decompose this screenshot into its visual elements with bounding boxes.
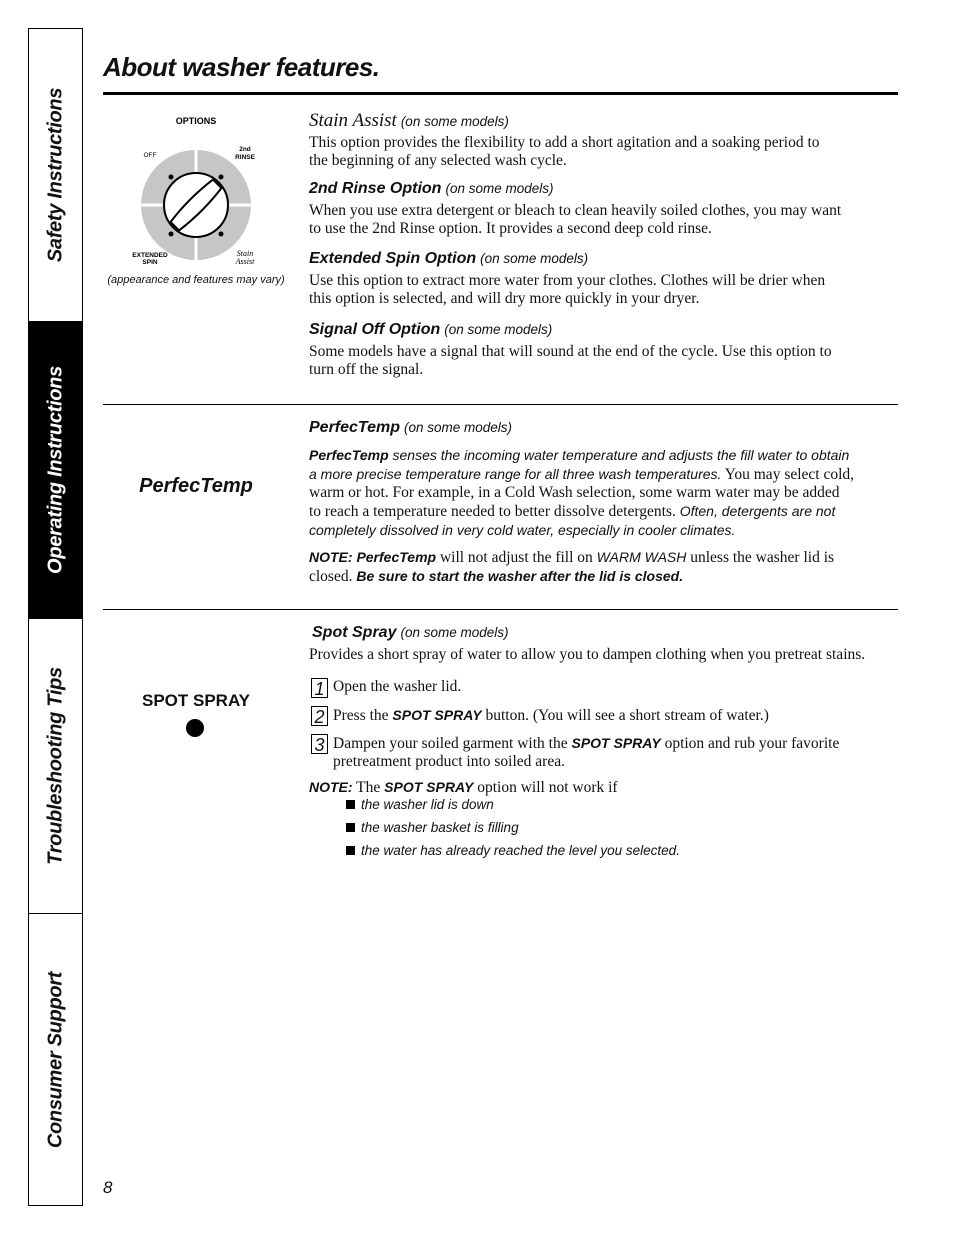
list-item — [346, 820, 519, 835]
extended-spin-line1: Use this option to extract more water from your clothes. Clothes will be drier when — [309, 272, 826, 289]
perfectemp-p1-line1: senses the incoming water temperature and adjusts the fill water to obtain — [392, 447, 850, 463]
bullet-text: the water has already reached the level you selected. — [361, 843, 680, 858]
step-text-bold: SPOT SPRAY — [571, 735, 661, 751]
bullet-text: the washer lid is down — [361, 797, 494, 812]
bullet-square-icon — [346, 800, 355, 809]
extended-spin-heading: Extended Spin Option — [309, 250, 477, 267]
spot-spray-note: (on some models) — [400, 625, 509, 640]
perfectemp-note: (on some models) — [404, 420, 513, 435]
perfectemp-note-text2: unless the washer lid is — [690, 549, 835, 566]
stain-assist-line1: This option provides the flexibility to add a short agitation and a soaking period to — [309, 134, 820, 151]
signal-off-line1: Some models have a signal that will sound at the end of the cycle. Use this option to — [309, 343, 832, 360]
step-text-bold: SPOT SPRAY — [392, 707, 482, 723]
spot-spray-heading: Spot Spray — [312, 624, 397, 641]
dial-label-extended: EXTENDED — [132, 252, 168, 259]
bullet-square-icon — [346, 823, 355, 832]
perfectemp-note-bold: Be sure to start the washer after the lid is closed. — [356, 568, 684, 584]
perfectemp-brand: PerfecTemp — [309, 447, 389, 463]
list-item — [346, 843, 680, 858]
perfectemp-p1-line4: to reach a temperature needed to better dissolve detergents. — [309, 503, 676, 520]
second-rinse-line1: When you use extra detergent or bleach to clean heavily soiled clothes, you may want — [309, 202, 842, 219]
step-text: Open the washer lid. — [333, 678, 462, 695]
dial-label-2nd: 2nd — [239, 146, 251, 153]
extended-spin-line2: this option is selected, and will dry more quickly in your dryer. — [309, 290, 700, 307]
spot-spray-note-pre: The — [356, 779, 381, 796]
perfectemp-note-warm: WARM WASH — [596, 549, 687, 565]
signal-off-note: (on some models) — [444, 322, 553, 337]
perfectemp-note-text1: will not adjust the fill on — [439, 549, 593, 566]
perfectemp-side-label: PerfecTemp — [139, 475, 253, 497]
step-number: 3 — [311, 734, 328, 754]
tab-troubleshooting-tips[interactable] — [29, 619, 82, 914]
dial-heading: OPTIONS — [175, 116, 217, 126]
stain-assist-heading: Stain Assist — [309, 110, 397, 131]
page-title: About washer features. — [103, 52, 380, 82]
tab-label: Safety Instructions — [44, 87, 66, 263]
step-number: 2 — [311, 706, 328, 726]
tab-label: Operating Instructions — [44, 366, 66, 574]
step-text-pre: Press the — [333, 707, 389, 724]
spot-spray-button-icon — [186, 719, 204, 737]
extended-spin-note: (on some models) — [480, 251, 589, 266]
perfectemp-p1-line4-italic: Often, detergents are not — [679, 503, 836, 519]
options-dial-svg — [103, 110, 293, 275]
stain-assist-section — [309, 110, 894, 170]
section-divider — [103, 609, 898, 610]
spot-spray-note-bold: SPOT SPRAY — [384, 779, 474, 795]
signal-off-line2: turn off the signal. — [309, 361, 424, 378]
dial-label-spin: SPIN — [142, 259, 158, 266]
side-tab-bar — [28, 28, 83, 1206]
perfectemp-note-text3: closed. — [309, 568, 353, 585]
signal-off-heading: Signal Off Option — [309, 321, 441, 338]
dial-label-stain: Stain — [236, 249, 254, 258]
perfectemp-note-brand: PerfecTemp — [356, 549, 437, 565]
dial-label-rinse: RINSE — [235, 154, 255, 161]
perfectemp-p1-line3: warm or hot. For example, in a Cold Wash selection, some warm water may be added — [309, 484, 840, 501]
tab-operating-instructions[interactable] — [29, 322, 82, 619]
tab-label: Troubleshooting Tips — [44, 667, 66, 865]
stain-assist-line2: the beginning of any selected wash cycle. — [309, 152, 567, 169]
bullet-square-icon — [346, 846, 355, 855]
perfectemp-section — [309, 419, 894, 586]
signal-off-section — [309, 321, 894, 379]
stain-assist-note: (on some models) — [400, 114, 509, 129]
spot-spray-section — [309, 624, 894, 664]
options-dial-illustration — [103, 110, 293, 295]
dial-label-assist: Assist — [235, 257, 255, 266]
perfectemp-p1-line2-italic: a more precise temperature range for all three wash temperatures. — [309, 466, 722, 482]
spot-spray-side-label: SPOT SPRAY — [141, 691, 251, 710]
dial-caption: (appearance and features may vary) — [107, 274, 285, 286]
list-item — [346, 797, 494, 812]
perfectemp-p1-line2-rest: You may select cold, — [724, 466, 855, 483]
page-number: 8 — [103, 1178, 113, 1197]
spot-spray-note-post: option will not work if — [477, 779, 618, 796]
tab-consumer-support[interactable] — [29, 914, 82, 1205]
second-rinse-note: (on some models) — [445, 181, 554, 196]
tab-label: Consumer Support — [44, 971, 66, 1148]
spot-spray-note-label: NOTE: — [309, 779, 353, 795]
step-number: 1 — [311, 678, 328, 698]
section-divider — [103, 404, 898, 405]
title-rule — [103, 92, 898, 95]
step-text-post: button. (You will see a short stream of water.) — [485, 707, 769, 724]
perfectemp-p1-line5: completely dissolved in very cold water, especially in cooler climates. — [309, 522, 736, 538]
step-text-post: option and rub your favorite — [664, 735, 840, 752]
second-rinse-heading: 2nd Rinse Option — [309, 180, 442, 197]
second-rinse-line2: to use the 2nd Rinse option. It provides a second deep cold rinse. — [309, 220, 712, 237]
perfectemp-note-label: NOTE: — [309, 549, 353, 565]
spot-spray-intro: Provides a short spray of water to allow you to dampen clothing when you pretreat stains. — [309, 646, 866, 663]
step-text-line2: pretreatment product into soiled area. — [333, 753, 565, 770]
dial-label-off: OFF — [143, 152, 157, 159]
tab-safety-instructions[interactable] — [29, 29, 82, 322]
extended-spin-section — [309, 250, 894, 308]
spot-spray-note — [309, 774, 894, 797]
step-text-pre: Dampen your soiled garment with the — [333, 735, 568, 752]
bullet-text: the washer basket is filling — [361, 820, 519, 835]
perfectemp-heading: PerfecTemp — [309, 419, 400, 436]
second-rinse-section — [309, 180, 894, 238]
